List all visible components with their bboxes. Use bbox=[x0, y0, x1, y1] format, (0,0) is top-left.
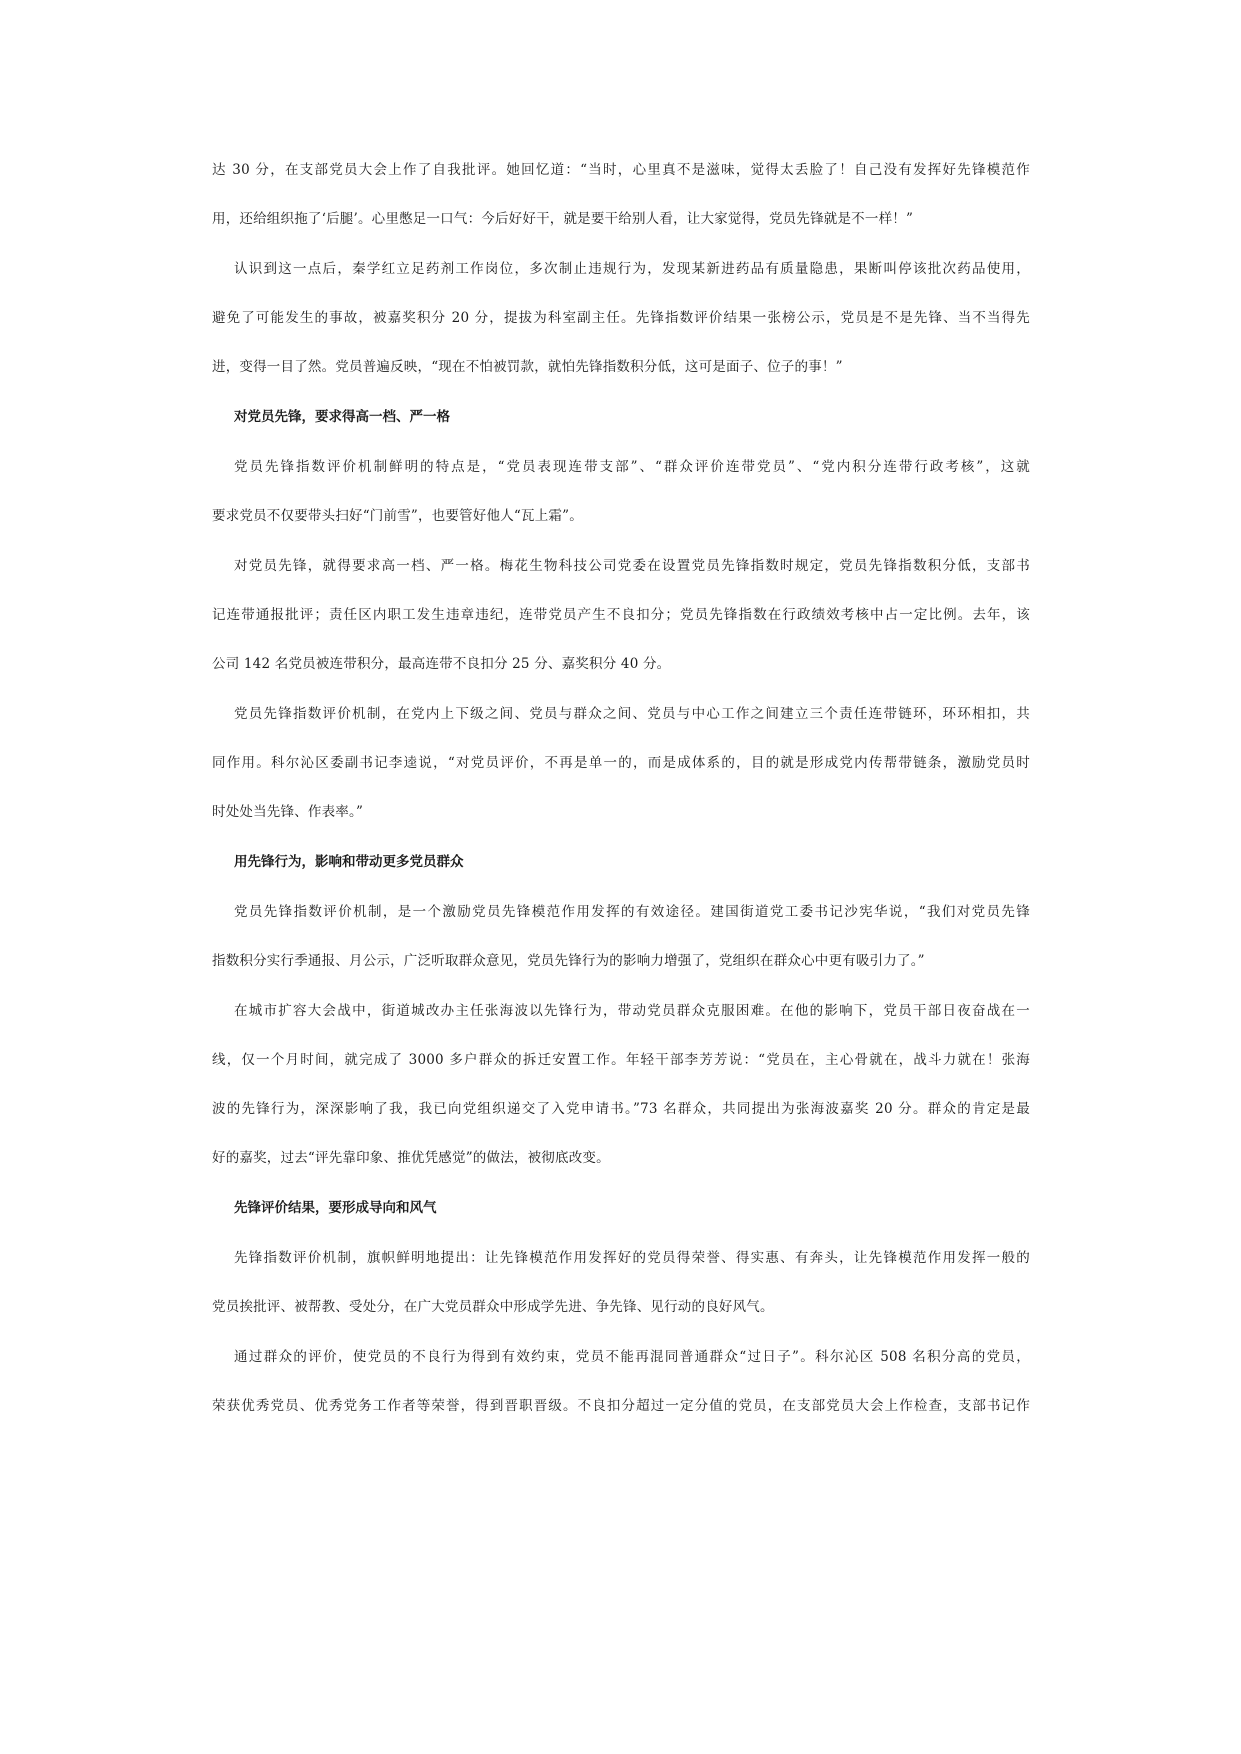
text-line: 达 30 分，在支部党员大会上作了自我批评。她回忆道：“当时，心里真不是滋味，觉得太丢脸了！自己没有发挥好先锋模范作 bbox=[212, 162, 1030, 178]
text-line: 在城市扩容大会战中，街道城改办主任张海波以先锋行为，带动党员群众克服困难。在他的影响下，党员干部日夜奋战在一 bbox=[234, 1003, 1030, 1019]
text-line: 用，还给组织拖了‘后腿’。心里憋足一口气：今后好好干，就是要干给别人看，让大家觉得，党员先锋就是不一样！” bbox=[212, 211, 914, 227]
text-line: 记连带通报批评；责任区内职工发生违章违纪，连带党员产生不良扣分；党员先锋指数在行政绩效考核中占一定比例。去年，该 bbox=[212, 607, 1030, 623]
text-line: 党员先锋指数评价机制，是一个激励党员先锋模范作用发挥的有效途径。建国街道党工委书记沙宪华说，“我们对党员先锋 bbox=[234, 904, 1030, 920]
text-line: 波的先锋行为，深深影响了我，我已向党组织递交了入党申请书。”73 名群众，共同提出为张海波嘉奖 20 分。群众的肯定是最 bbox=[212, 1101, 1030, 1117]
text-line: 党员挨批评、被帮教、受处分，在广大党员群众中形成学先进、争先锋、见行动的良好风气。 bbox=[212, 1299, 774, 1315]
text-line: 要求党员不仅要带头扫好“门前雪”，也要管好他人“瓦上霜”。 bbox=[212, 508, 583, 524]
text-line: 对党员先锋，就得要求高一档、严一格。梅花生物科技公司党委在设置党员先锋指数时规定，党员先锋指数积分低，支部书 bbox=[234, 558, 1030, 574]
text-line: 好的嘉奖，过去“评先靠印象、推优凭感觉”的做法，被彻底改变。 bbox=[212, 1150, 610, 1166]
text-line: 同作用。科尔沁区委副书记李逵说，“对党员评价，不再是单一的，而是成体系的，目的就是形成党内传帮带链条，激励党员时 bbox=[212, 755, 1030, 771]
text-line: 认识到这一点后，秦学红立足药剂工作岗位，多次制止违规行为，发现某新进药品有质量隐患，果断叫停该批次药品使用， bbox=[234, 261, 1030, 277]
text-line: 进，变得一目了然。党员普遍反映，“现在不怕被罚款，就怕先锋指数积分低，这可是面子、位子的事！” bbox=[212, 359, 843, 375]
text-line: 时处处当先锋、作表率。” bbox=[212, 804, 364, 820]
text-line: 党员先锋指数评价机制，在党内上下级之间、党员与群众之间、党员与中心工作之间建立三个责任连带链环，环环相扣，共 bbox=[234, 706, 1030, 722]
text-line: 党员先锋指数评价机制鲜明的特点是，“党员表现连带支部”、“群众评价连带党员”、“党内积分连带行政考核”，这就 bbox=[234, 459, 1030, 475]
text-line: 线，仅一个月时间，就完成了 3000 多户群众的拆迁安置工作。年轻干部李芳芳说：“党员在，主心骨就在，战斗力就在！张海 bbox=[212, 1052, 1030, 1068]
text-line: 荣获优秀党员、优秀党务工作者等荣誉，得到晋职晋级。不良扣分超过一定分值的党员，在支部党员大会上作检查，支部书记作 bbox=[212, 1398, 1030, 1414]
text-line: 先锋指数评价机制，旗帜鲜明地提出：让先锋模范作用发挥好的党员得荣誉、得实惠、有奔头，让先锋模范作用发挥一般的 bbox=[234, 1250, 1030, 1266]
section-heading: 对党员先锋，要求得高一档、严一格 bbox=[234, 409, 450, 425]
section-heading: 先锋评价结果，要形成导向和风气 bbox=[234, 1200, 437, 1216]
section-heading: 用先锋行为，影响和带动更多党员群众 bbox=[234, 854, 464, 870]
text-line: 指数积分实行季通报、月公示，广泛听取群众意见，党员先锋行为的影响力增强了，党组织在群众心中更有吸引力了。” bbox=[212, 953, 925, 969]
text-line: 公司 142 名党员被连带积分，最高连带不良扣分 25 分、嘉奖积分 40 分。 bbox=[212, 656, 671, 672]
text-line: 避免了可能发生的事故，被嘉奖积分 20 分，提拔为科室副主任。先锋指数评价结果一张榜公示，党员是不是先锋、当不当得先 bbox=[212, 310, 1030, 326]
text-line: 通过群众的评价，使党员的不良行为得到有效约束，党员不能再混同普通群众“过日子”。科尔沁区 508 名积分高的党员， bbox=[234, 1349, 1030, 1365]
